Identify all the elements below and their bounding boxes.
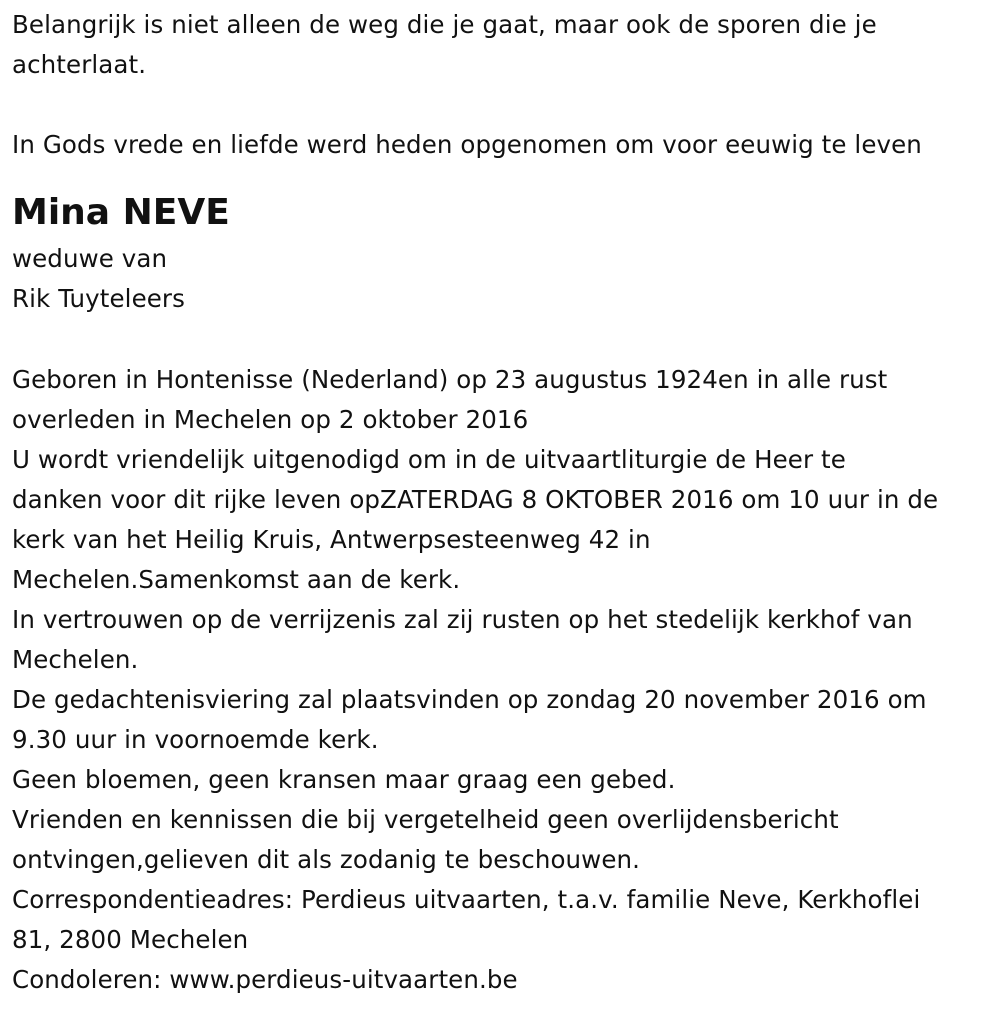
body-line: kerk van het Heilig Kruis, Antwerpsesteenweg 42 in <box>12 525 651 554</box>
quote-line-2: achterlaat. <box>12 50 147 79</box>
body-text <box>12 360 1000 1000</box>
spouse-name: Rik Tuyteleers <box>12 284 185 313</box>
body-line: danken voor dit rijke leven opZATERDAG 8 OKTOBER 2016 om 10 uur in de <box>12 485 939 514</box>
body-line: De gedachtenisviering zal plaatsvinden op zondag 20 november 2016 om <box>12 685 927 714</box>
body-line: Correspondentieadres: Perdieus uitvaarten, t.a.v. familie Neve, Kerkhoflei <box>12 885 921 914</box>
body-line: Mechelen.Samenkomst aan de kerk. <box>12 565 461 594</box>
body-line: overleden in Mechelen op 2 oktober 2016 <box>12 405 529 434</box>
condolence-link-line[interactable]: Condoleren: www.perdieus-uitvaarten.be <box>12 965 518 994</box>
body-line: U wordt vriendelijk uitgenodigd om in de uitvaartliturgie de Heer te <box>12 445 846 474</box>
body-line: Mechelen. <box>12 645 139 674</box>
spacer <box>12 85 1000 125</box>
body-line: Geen bloemen, geen kransen maar graag een gebed. <box>12 765 676 794</box>
announcement-text: In Gods vrede en liefde werd heden opgenomen om voor eeuwig te leven <box>12 130 922 159</box>
deceased-name: Mina NEVE <box>12 192 230 233</box>
body-line: Geboren in Hontenisse (Nederland) op 23 augustus 1924en in alle rust <box>12 365 888 394</box>
body-line: ontvingen,gelieven dit als zodanig te beschouwen. <box>12 845 641 874</box>
body-line: 81, 2800 Mechelen <box>12 925 249 954</box>
body-line: Vrienden en kennissen die bij vergetelheid geen overlijdensbericht <box>12 805 839 834</box>
relation-text: weduwe van <box>12 244 168 273</box>
body-line: In vertrouwen op de verrijzenis zal zij rusten op het stedelijk kerkhof van <box>12 605 913 634</box>
obituary-page <box>0 5 1000 1034</box>
body-line: 9.30 uur in voornoemde kerk. <box>12 725 379 754</box>
spacer <box>12 319 1000 360</box>
quote-line-1: Belangrijk is niet alleen de weg die je gaat, maar ook de sporen die je <box>12 10 877 39</box>
